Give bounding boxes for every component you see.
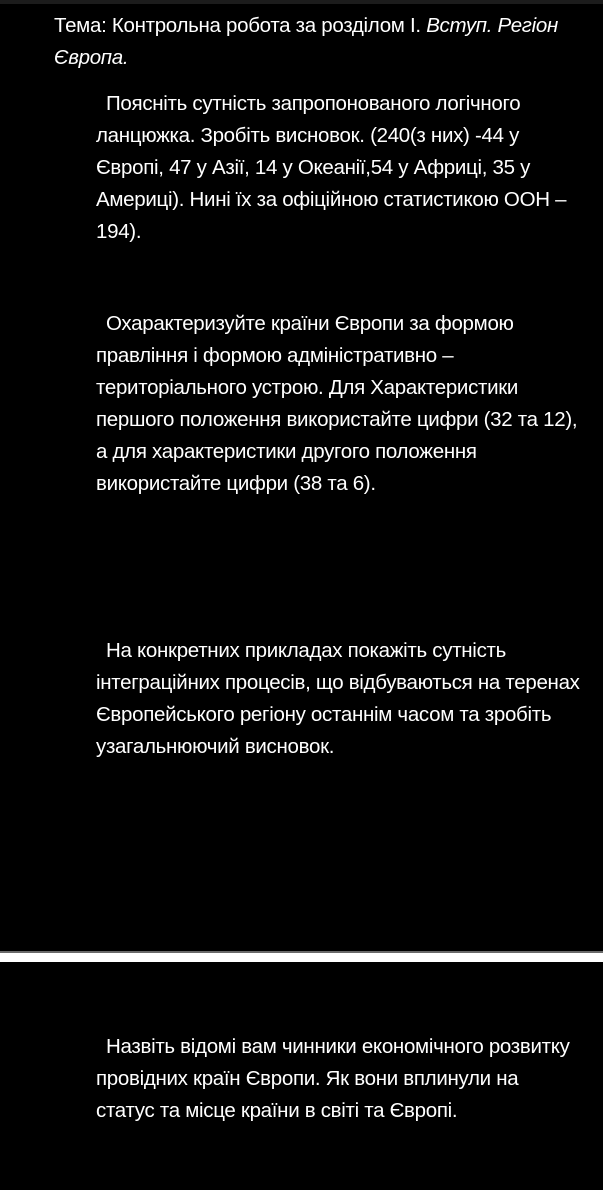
topic-italic-label: Вступ. Регіон Європа. (54, 14, 558, 69)
task-paragraph-4: Назвіть відомі вам чинники економічного розвитку провідних країн Європи. Як вони вплинули на статус та місце країни в світі та Європі. (96, 1035, 570, 1122)
topic-label: Тема: Контрольна робота за розділом І. (54, 14, 421, 37)
task-paragraph-2: Охарактеризуйте країни Європи за формою правління і формою адміністративно – територіального устрою. Для Характеристики першого положення використайте цифри (32 та 12), а для характеристики другого положення використайте цифри (38 та 6). (96, 312, 578, 495)
task-paragraph-3: На конкретних прикладах покажіть сутність інтеграційних процесів, що відбуваються на теренах Європейського регіону останнім часом та зробіть узагальнюючий висновок. (96, 639, 580, 758)
task-paragraph-1: Поясніть сутність запропонованого логічного ланцюжка. Зробіть висновок. (240(з них) -44 у Європі, 47 у Азії, 14 у Океанії,54 у Африці, 35 у Америці). Нині їх за офіційною статистикою ООН – 194). (96, 92, 567, 243)
page-title (54, 10, 594, 74)
page-divider (0, 953, 603, 962)
